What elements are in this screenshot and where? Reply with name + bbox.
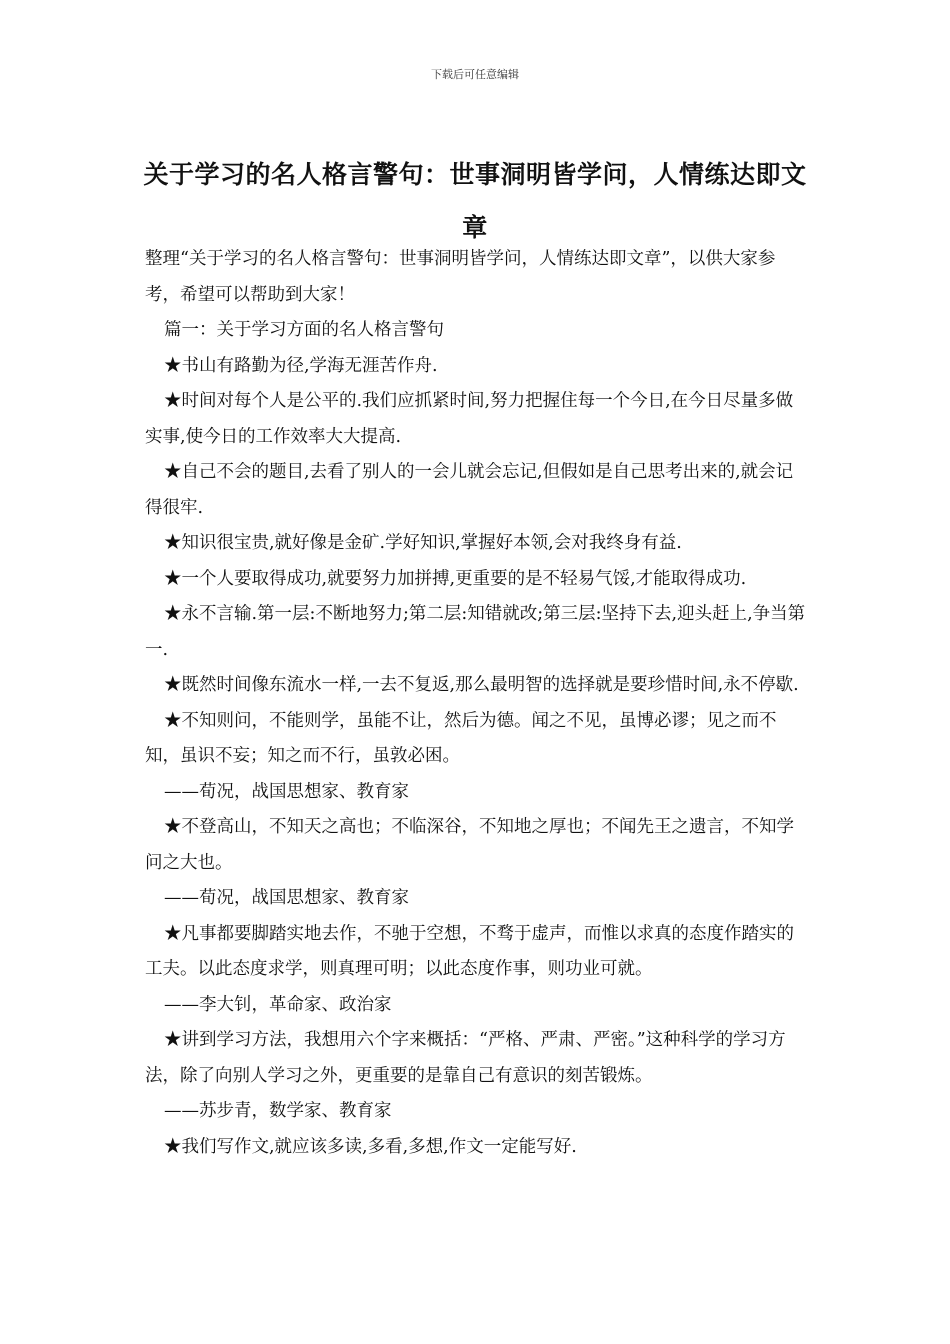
quote-paragraph: ★凡事都要脚踏实地去作，不驰于空想，不骛于虚声，而惟以求真的态度作踏实的工夫。以此态度求学，则真理可明；以此态度作事，则功业可就。 <box>145 923 794 979</box>
quote-paragraph: ★不知则问，不能则学，虽能不让，然后为德。闻之不见，虽博必谬；见之而不知，虽识不妄；知之而不行，虽敦必困。 <box>145 710 777 766</box>
quote-paragraph: ★自己不会的题目,去看了别人的一会儿就会忘记,但假如是自己思考出来的,就会记得很牢. <box>145 462 794 518</box>
quote-paragraph: ★书山有路勤为径,学海无涯苦作舟. <box>164 355 438 376</box>
header-note: 下载后可任意编辑 <box>431 68 519 81</box>
quote-paragraph: ★一个人要取得成功,就要努力加拼搏,更重要的是不轻易气馁,才能取得成功. <box>164 568 747 589</box>
quote-paragraph: ★永不言输.第一层:不断地努力;第二层:知错就改;第三层:坚持下去,迎头赶上,争当第一. <box>145 604 806 660</box>
intro-paragraph: 整理“关于学习的名人格言警句：世事洞明皆学问，人情练达即文章”，以供大家参考，希望可以帮助到大家！ <box>145 249 776 305</box>
quote-paragraph: ★既然时间像东流水一样,一去不复返,那么最明智的选择就是要珍惜时间,永不停歇. <box>164 675 799 695</box>
section-heading: 篇一：关于学习方面的名人格言警句 <box>164 320 444 340</box>
quote-attribution: ——荀况，战国思想家、教育家 <box>164 888 409 908</box>
quote-attribution: ——荀况，战国思想家、教育家 <box>164 781 409 802</box>
quote-paragraph: ★时间对每个人是公平的.我们应抓紧时间,努力把握住每一个今日,在今日尽量多做实事,使今日的工作效率大大提高. <box>145 391 794 447</box>
quote-paragraph: ★我们写作文,就应该多读,多看,多想,作文一定能写好. <box>164 1136 577 1157</box>
quote-paragraph: ★讲到学习方法，我想用六个字来概括：“严格、严肃、严密。”这种科学的学习方法，除了向别人学习之外，更重要的是靠自己有意识的刻苦锻炼。 <box>145 1030 786 1086</box>
quote-paragraph: ★知识很宝贵,就好像是金矿.学好知识,掌握好本领,会对我终身有益. <box>164 533 682 553</box>
quote-attribution: ——苏步青，数学家、教育家 <box>164 1101 392 1121</box>
document-title: 关于学习的名人格言警句：世事洞明皆学问，人情练达即文章 <box>143 160 807 242</box>
document-body <box>145 242 810 1165</box>
quote-attribution: ——李大钊，革命家、政治家 <box>164 994 392 1015</box>
quote-paragraph: ★不登高山，不知天之高也；不临深谷，不知地之厚也；不闻先王之遗言，不知学问之大也。 <box>145 817 794 873</box>
